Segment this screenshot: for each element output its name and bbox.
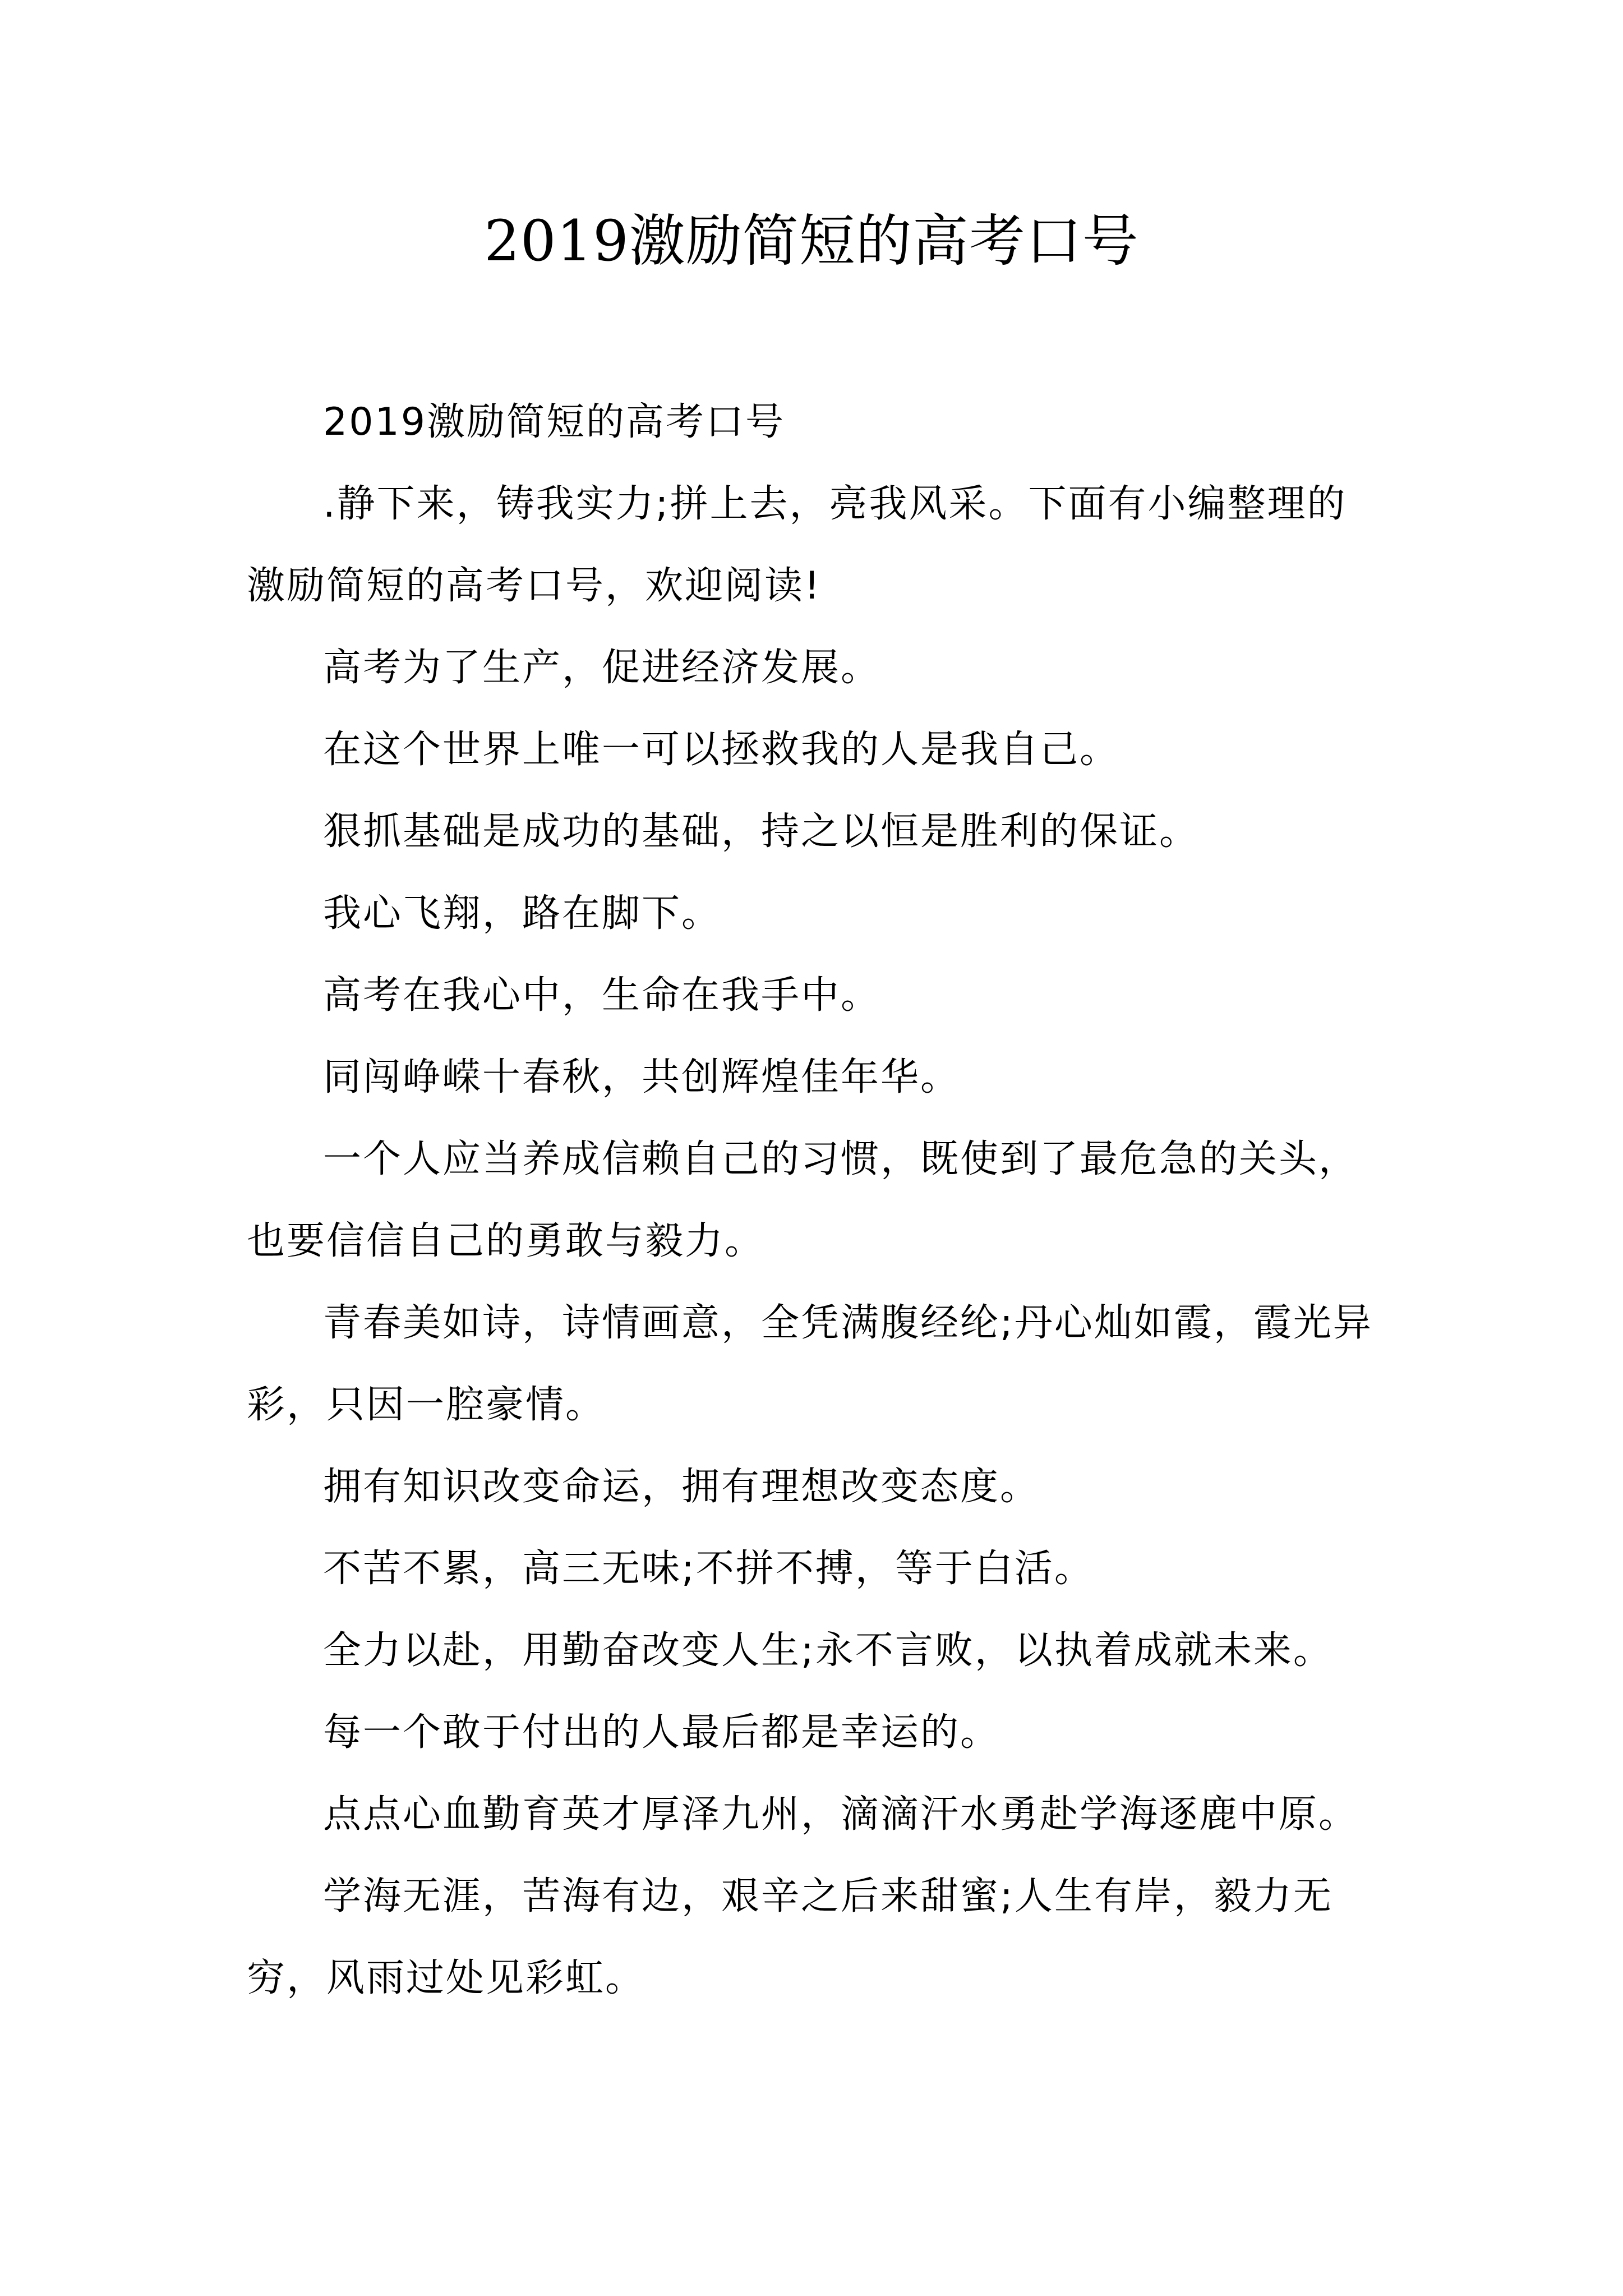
paragraph: 每一个敢于付出的人最后都是幸运的。 (323, 1710, 1000, 1755)
paragraph: 2019激励简短的高考口号 (323, 400, 786, 444)
paragraph: 学海无涯，苦海有边，艰辛之后来甜蜜;人生有岸，毅力无穷，风雨过处见彩虹。 (247, 1874, 1333, 2000)
document-body (247, 381, 1385, 2019)
paragraph: 我心飞翔，路在脚下。 (323, 891, 722, 936)
paragraph: 全力以赴，用勤奋改变人生;永不言败，以执着成就未来。 (323, 1628, 1333, 1673)
paragraph: 高考在我心中，生命在我手中。 (323, 973, 881, 1018)
paragraph: .静下来，铸我实力;拼上去，亮我风采。下面有小编整理的激励简短的高考口号，欢迎阅读! (247, 482, 1347, 608)
paragraph: 不苦不累，高三无味;不拼不搏，等于白活。 (323, 1547, 1094, 1591)
paragraph: 高考为了生产，促进经济发展。 (323, 646, 881, 690)
paragraph: 青春美如诗，诗情画意，全凭满腹经纶;丹心灿如霞，霞光异彩，只因一腔豪情。 (247, 1301, 1373, 1427)
paragraph: 同闯峥嵘十春秋，共创辉煌佳年华。 (323, 1055, 961, 1099)
paragraph: 拥有知识改变命运，拥有理想改变态度。 (323, 1465, 1040, 1509)
paragraph: 狠抓基础是成功的基础，持之以恒是胜利的保证。 (323, 809, 1200, 854)
page-title: 2019激励简短的高考口号 (484, 208, 1139, 274)
paragraph: 一个人应当养成信赖自己的习惯，既使到了最危急的关头，也要信信自己的勇敢与毅力。 (247, 1137, 1359, 1263)
paragraph: 在这个世界上唯一可以拯救我的人是我自己。 (323, 728, 1120, 772)
paragraph: 点点心血勤育英才厚泽九州，滴滴汗水勇赴学海逐鹿中原。 (323, 1792, 1359, 1837)
